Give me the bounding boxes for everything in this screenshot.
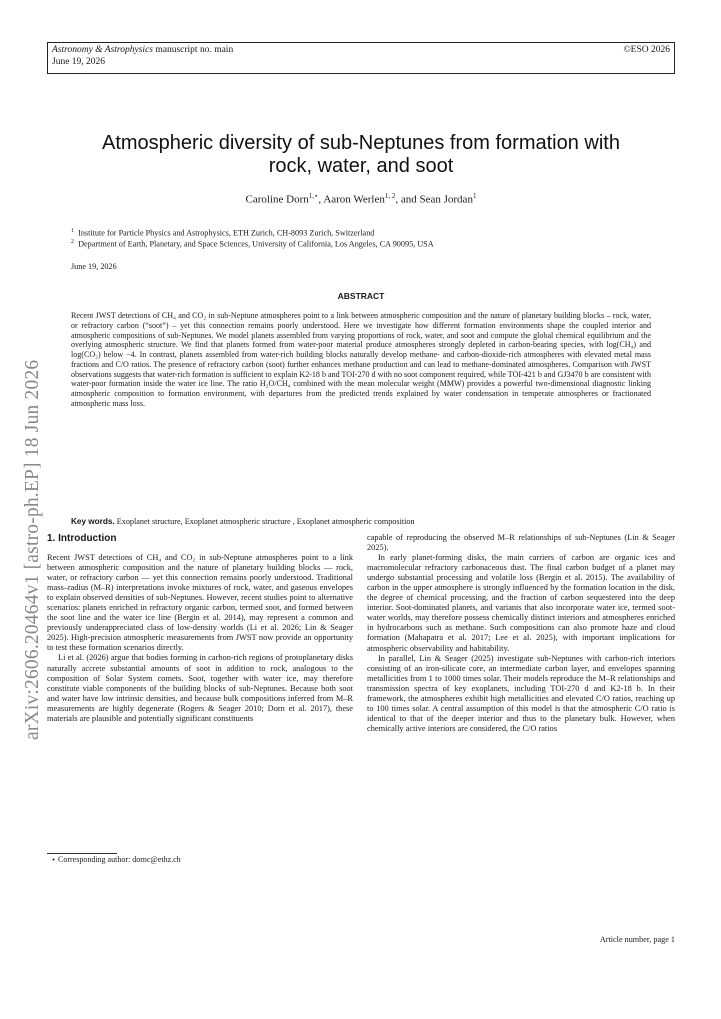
page-number: Article number, page 1: [599, 935, 675, 944]
author-affiliation-mark: 1: [472, 192, 477, 200]
paragraph: In early planet-forming disks, the main carriers of carbon are organic ices and macromolecular refractory carbonaceous dust. The final carbon budget of a planet may undergo substantial processing and volatile loss (Bergin et al. 2015). The availability of carbon in the upper atmosphere is strongly influenced by the formation location in the disk, the degree of chemical processing, and the fraction of carbon sequestered into the deep interior. Soot-dominated planets, and variants that also incorporate water ice, termed soot-water worlds, may therefore possess chemically distinct interiors and atmospheres enriched in hydrocarbons such as methane. Such compositions can also promote haze and cloud formation (Mahapatra et al. 2017; Lee et al. 2025), with important implications for atmospheric observability and habitability.: [367, 553, 675, 653]
author-name: Sean Jordan: [419, 193, 473, 206]
title-line-2: rock, water, and soot: [268, 155, 454, 177]
section-title: 1. Introduction: [47, 533, 117, 544]
footnote-rule: [47, 853, 117, 854]
author-name: Caroline Dorn: [245, 193, 309, 206]
paragraph: Recent JWST detections of CH₄ and CO₂ in sub-Neptune atmospheres point to a link between atmospheric composition and the nature of planetary building blocks — rock, water, or refractory carbon — yet this connection remains poorly understood. Traditional mass–radius (M–R) interpretations invoke mixtures of rock, water, and gaseous envelopes to explain observed densities of sub-Neptunes. However, recent studies point to alternative scenarios: planets enriched in refractory organic carbon, termed soot, and formed between the soot line and the water ice line (Bergin et al. 2014), may represent a common and previously underappreciated class of low-density worlds (Li et al. 2026; Lin & Seager 2025). High-precision atmospheric measurements from JWST now provide an opportunity to test these formation scenarios directly.: [47, 553, 353, 653]
abstract-text: Recent JWST detections of CH₄ and CO₂ in sub-Neptune atmospheres point to a link between atmospheric composition and the nature of planetary building blocks – rock, water, or refractory carbon (“soot”) – yet this connection remains poorly understood. Here we investigate how different formation environments shape the coupled interior and atmospheric compositions of sub-Neptunes. We model planets assembled from varying proportions of rock, water, and soot and compute the global chemical equilibrium and the overlying atmospheric structure. We find that planets formed from water-poor material produce atmospheres strongly depleted in carbon-bearing species, with log(CH₄) and log(CO₂) below −4. In contrast, planets assembled from water-rich building blocks naturally develop methane- and carbon-dioxide-rich atmospheres with elevated metal mass fractions and C/O ratios. The presence of refractory carbon (soot) further enhances methane production and can lead to methane-dominated atmospheres. Comparison with JWST observations suggests that water-rich formation is sufficient to explain K2-18 b and TOI-270 d with no soot component required, while TOI-421 b and GJ3470 b are consistent with water-poor formation inside the water ice line. The ratio H₂O/CH₄ combined with the mean molecular weight (MMW) provides a powerful two-dimensional diagnostic linking atmospheric composition to formation environment, with departures from the predicted trends explained by water condensation in temperate atmospheres or fractionated atmospheric mass loss.: [71, 311, 651, 408]
copyright: ©ESO 2026: [623, 45, 670, 55]
arxiv-stamp[interactable]: arXiv:2606.20464v1 [astro-ph.EP] 18 Jun 2026: [22, 359, 43, 740]
manuscript-label: manuscript no. main: [152, 45, 234, 55]
affiliation-number: 1: [71, 228, 74, 234]
keywords-text: Exoplanet structure, Exoplanet atmospheric structure , Exoplanet atmospheric composition: [114, 517, 415, 526]
footnote: ⋆ Corresponding author: dornc@ethz.ch: [51, 855, 181, 864]
author-affiliation-mark: 1, 2: [384, 192, 396, 200]
author-affiliation-mark: 1,⋆: [308, 192, 319, 200]
paper-title: [60, 132, 662, 178]
affiliation-text: Department of Earth, Planetary, and Space Sciences, University of California, Los Angeles, CA 90095, USA: [78, 239, 434, 249]
author-separator: , and: [395, 193, 420, 206]
title-line-1: Atmospheric diversity of sub-Neptunes from formation with: [102, 132, 620, 154]
left-column: [47, 553, 353, 724]
affiliation-number: 2: [71, 239, 74, 245]
keywords: [71, 517, 651, 526]
affiliation-2: [71, 237, 434, 250]
received-date: June 19, 2026: [71, 262, 117, 271]
paragraph: Li et al. (2026) argue that bodies forming in carbon-rich regions of protoplanetary disks naturally accrete substantial amounts of soot in addition to rock, analogous to the composition of Solar System comets. Soot, together with water ice, may therefore constitute viable components of the building blocks of sub-Neptunes. Because both soot and water have low intrinsic densities, and because bulk compositions inferred from M–R measurements are highly degenerate (Rogers & Seager 2010; Dorn et al. 2017), these materials are plausible and potentially significant constituents: [47, 653, 353, 723]
journal-header-line: [52, 45, 233, 56]
author-name: Aaron Werlen: [323, 193, 385, 206]
paragraph: capable of reproducing the observed M–R relationships of sub-Neptunes (Lin & Seager 2025).: [367, 533, 675, 553]
paragraph: In parallel, Lin & Seager (2025) investigate sub-Neptunes with carbon-rich interiors consisting of an iron-silicate core, an intermediate carbon layer, and envelopes spanning metallicities from 1 to 1000 times solar. Their models reproduce the M–R relationships and transmission spectra of key exoplanets, including TOI-270 d and K2-18 b. In their framework, the atmospheres exhibit high metallicities and elevated C/O ratios, reaching up to 100 times solar. A central assumption of this model is that the atmospheric C/O ratio is identical to that of the deeper interior and thus to the planetary bulk. However, when chemically active interiors are considered, the C/O ratios: [367, 653, 675, 733]
author-separator: ,: [318, 193, 324, 206]
header-date: June 19, 2026: [52, 57, 106, 67]
journal-name: Astronomy & Astrophysics: [52, 45, 153, 55]
abstract-heading: ABSTRACT: [337, 291, 385, 301]
keywords-label: Key words.: [71, 517, 115, 526]
right-column: [367, 533, 675, 734]
affiliation-text: Institute for Particle Physics and Astrophysics, ETH Zurich, CH-8093 Zurich, Switzerland: [78, 228, 375, 238]
author-list: [60, 192, 662, 206]
